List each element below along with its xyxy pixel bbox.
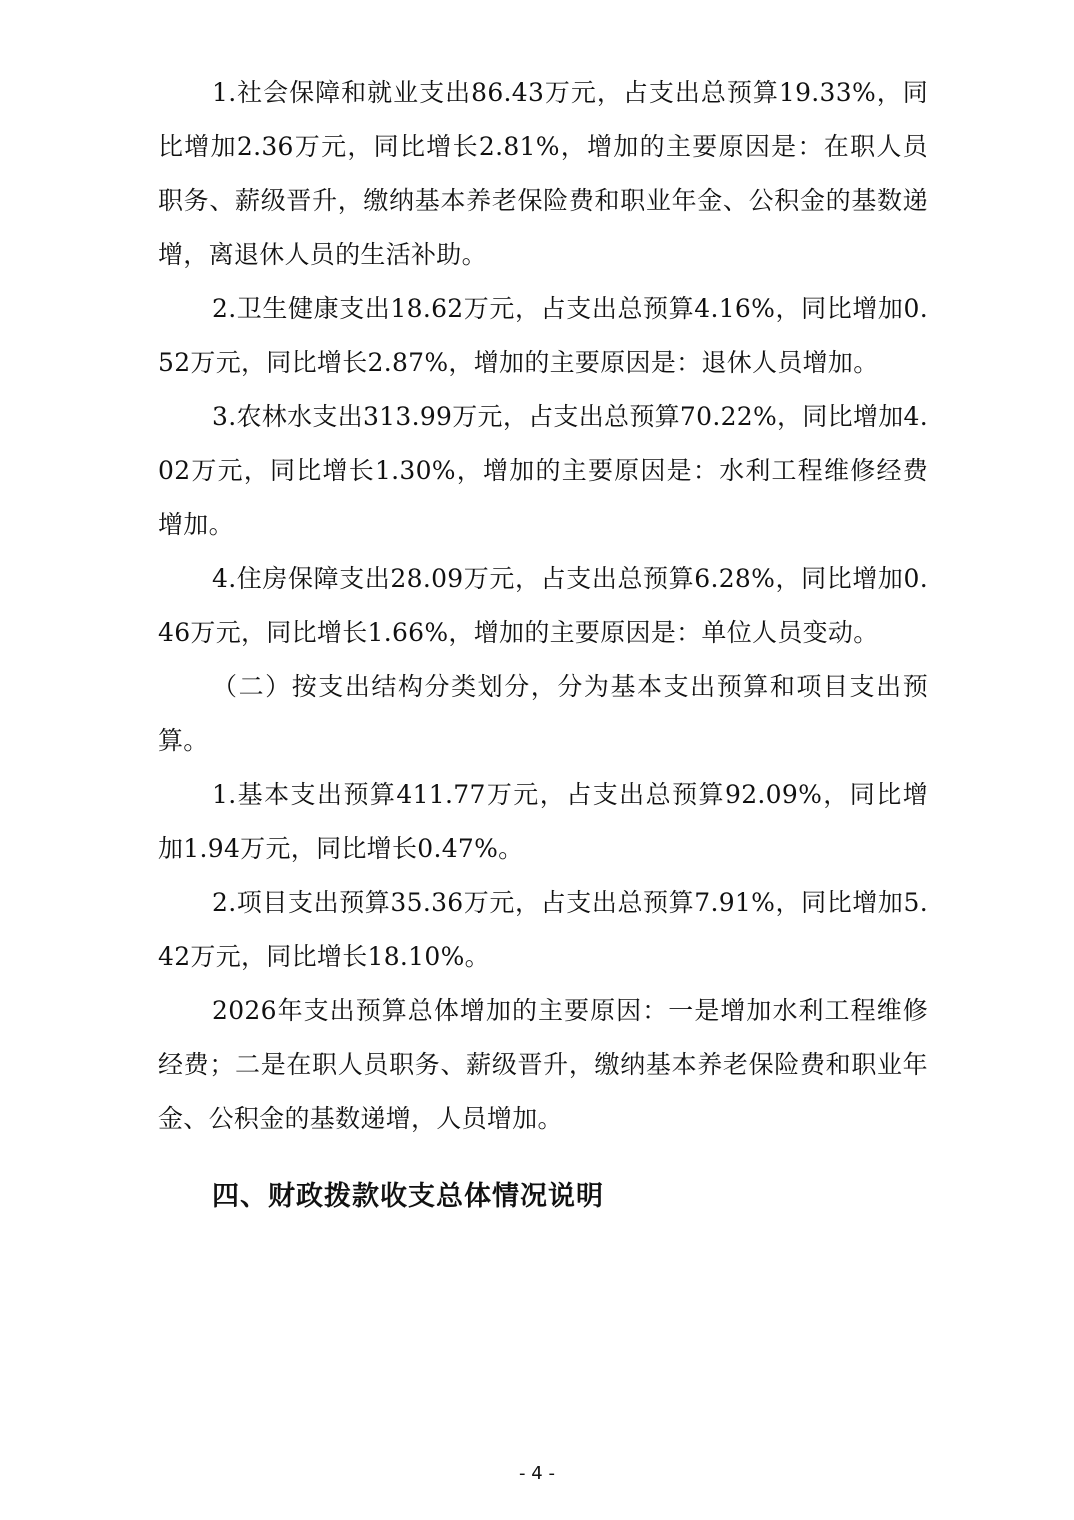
paragraph-agriculture: 3.农林水支出313.99万元，占支出总预算70.22%，同比增加4.02万元，同比增长1.30%，增加的主要原因是：水利工程维修经费增加。 <box>158 402 929 539</box>
paragraph-overall-reason: 2026年支出预算总体增加的主要原因：一是增加水利工程维修经费；二是在职人员职务、薪级晋升，缴纳基本养老保险费和职业年金、公积金的基数递增，人员增加。 <box>158 996 928 1133</box>
body-text <box>158 66 928 1146</box>
paragraph-social-security: 1.社会保障和就业支出86.43万元，占支出总预算19.33%，同比增加2.36万元，同比增长2.81%，增加的主要原因是：在职人员职务、薪级晋升，缴纳基本养老保险费和职业年金、公积金的基数递增，离退休人员的生活补助。 <box>158 78 928 269</box>
paragraph-basic-expenditure: 1.基本支出预算411.77万元，占支出总预算92.09%，同比增加1.94万元，同比增长0.47%。 <box>158 780 928 863</box>
page-number: - 4 - <box>519 1463 555 1484</box>
paragraph-project-expenditure: 2.项目支出预算35.36万元，占支出总预算7.91%，同比增加5.42万元，同比增长18.10%。 <box>158 888 928 971</box>
paragraph-structure-classification: （二）按支出结构分类划分，分为基本支出预算和项目支出预算。 <box>158 672 928 755</box>
paragraph-health: 2.卫生健康支出18.62万元，占支出总预算4.16%，同比增加0.52万元，同比增长2.87%，增加的主要原因是：退休人员增加。 <box>158 294 928 377</box>
paragraph-housing: 4.住房保障支出28.09万元，占支出总预算6.28%，同比增加0.46万元，同比增长1.66%，增加的主要原因是：单位人员变动。 <box>158 564 928 647</box>
section-heading: 四、财政拨款收支总体情况说明 <box>212 1181 604 1212</box>
